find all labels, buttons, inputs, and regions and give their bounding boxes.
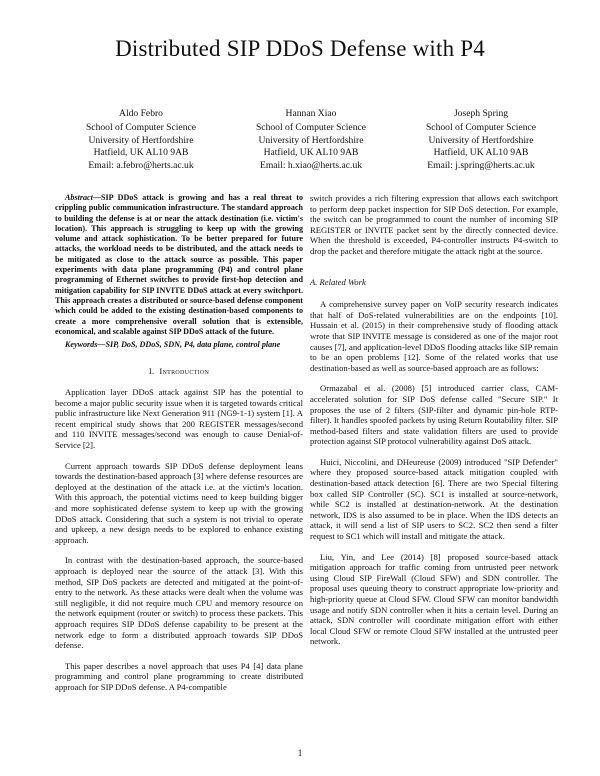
paragraph: Current approach towards SIP DDoS defense deployment leans towards the destination-based approach [3] where defense resources are deployed at the destination of the attack i.e. at the victim's location. With this approach, the potential victims need to keep building bigger and more sophisticated defense system to keep up with the growing DDoS attack. Considering that such a system is not trivial to operate and upkeep, a new design needs to be explored to enhance existing approach. xyxy=(55,460,303,545)
abstract xyxy=(55,193,303,337)
abstract-text: —SIP DDoS attack is growing and has a real threat to crippling public communication infrastructure. The standard approach to building the defense is at or near the attack destination (i.e. victim's location). This approach is struggling to keep up with the growing volume and attack sophistication. To be better prepared for future attacks, the workload needs to be distributed, and the attack needs to be mitigated as close to the attack source as possible. This paper experiments with data plane programming (P4) and control plane programming of Ethernet switches to provide first-hop detection and mitigation capability for SIP INVITE DDoS attack at every switchport. This approach creates a distributed or source-based defense component which could be added to the existing destination-based components to create a more comprehensive overall solution that is extensible, economical, and scalable against SIP DDoS attack of the future. xyxy=(55,193,303,336)
paragraph: This paper describes a novel approach that uses P4 [4] data plane programming and control plane programming to create distributed approach for SIP DDoS defense. A P4-compatible xyxy=(55,660,303,692)
author-city: Hatfield, UK AL10 9AB xyxy=(433,147,529,159)
author-3 xyxy=(396,108,566,172)
author-1 xyxy=(56,108,226,172)
author-university: University of Hertfordshire xyxy=(88,134,194,146)
author-email: Email: a.febro@herts.ac.uk xyxy=(88,159,194,171)
author-name: Aldo Febro xyxy=(119,108,163,119)
author-university: University of Hertfordshire xyxy=(428,134,534,146)
author-university: University of Hertfordshire xyxy=(258,134,364,146)
section-number: I. xyxy=(148,366,155,377)
paragraph: In contrast with the destination-based approach, the source-based approach is deployed near the source of the attack [3]. With this method, SIP DoS packets are detected and mitigated at the point-of-entry to the network. As these attacks were dealt when the volume was still negligible, it did not require much CPU and memory resource on the network equipment (router or switch) to process these packets. This approach requires SIP DDoS defense capability to be present at the network edge to form a distributed approach towards SIP DDoS defense. xyxy=(55,555,303,651)
author-department: School of Computer Science xyxy=(425,122,537,134)
page-number: 1 xyxy=(297,748,303,758)
keywords: Keywords—SIP, DoS, DDoS, SDN, P4, data plane, control plane xyxy=(65,340,281,350)
paragraph: Liu, Yin, and Lee (2014) [8] proposed source-based attack mitigation approach for traffic coming from untrusted peer network using Cloud SIP FireWall (Cloud SFW) and SDN controller. The proposal uses queuing theory to construct appropriate low-priority and high-priority queue at Cloud SFW. Cloud SFW can monitor bandwidth usage and notify SDN controller when it hits a certain level. During an attack, SDN controller will coordinate mitigation effort with either local Cloud SFW or remote Cloud SFW installed at the untrusted peer network. xyxy=(310,551,558,647)
paper-title: Distributed SIP DDoS Defense with P4 xyxy=(115,36,485,61)
author-2 xyxy=(226,108,396,172)
author-city: Hatfield, UK AL10 9AB xyxy=(263,147,359,159)
left-column xyxy=(55,193,303,702)
author-block xyxy=(56,108,566,172)
right-column xyxy=(310,193,558,657)
subsection-heading: A. Related Work xyxy=(310,276,366,287)
section-heading-introduction xyxy=(55,366,303,377)
author-department: School of Computer Science xyxy=(85,122,197,134)
paragraph-continued: switch provides a rich filtering expression that allows each switchport to perform deep packet inspection for SIP DoS detection. For example, the switch can be programmed to count the number of incoming SIP REGISTER or INVITE packet sent by the directly connected device. When the threshold is exceeded, P4-controller instructs P4-switch to drop the packet and therefore mitigate the attack right at the source. xyxy=(310,193,558,256)
paragraph: A comprehensive survey paper on VoIP security research indicates that half of DoS-related vulnerabilities are on the endpoints [10]. Hussain et al. (2015) in their comprehensive study of flooding attack wrote that SIP INVITE message is considered as one of the major root causes [7], and application-level DDoS flooding attacks like SIP remain to be an open problems [12]. Some of the related works that use destination-based as well as source-based approach are as follows: xyxy=(310,299,558,373)
author-name: Hannan Xiao xyxy=(285,108,337,119)
author-email: Email: j.spring@herts.ac.uk xyxy=(427,159,535,171)
author-department: School of Computer Science xyxy=(255,122,367,134)
abstract-lead: Abstract xyxy=(65,193,93,202)
paragraph: Huici, Niccolini, and DHeureuse (2009) introduced "SIP Defender" where they proposed source-based attack mitigation coupled with destination-based attack detection [6]. There are two Special filtering box called SIP Controller (SC). SC1 is installed at source-network, while SC2 is installed at destination-network. At the destination network, IDS is also assumed to be in place. When the IDS detects an attack, it will send a list of SIP users to SC2. SC2 then send a filter request to SC1 which will install and mitigate the attack. xyxy=(310,456,558,542)
author-email: Email: h.xiao@herts.ac.uk xyxy=(259,159,363,171)
author-city: Hatfield, UK AL10 9AB xyxy=(93,147,189,159)
paragraph: Ormazabal et al. (2008) [5] introduced carrier class, CAM-accelerated solution for SIP DoS defense called "Secure SIP." It proposes the use of 2 filters (SIP-filter and dynamic pin-hole RTP-filter). It handles spoofed packets by using Return Routability filter. SIP method-based filters and state validation filters are used to provide protection against SIP protocol vulnerability against DoS attack. xyxy=(310,383,558,447)
author-name: Joseph Spring xyxy=(453,108,509,119)
section-name: Introduction xyxy=(159,366,210,377)
paragraph: Application layer DDoS attack against SIP has the potential to become a major public security issue when it is targeted towards critical public infrastructure like Next Generation 911 (NG9-1-1) system [1]. A recent empirical study shows that 200 REGISTER messages/second and 110 INVITE messages/second was enough to cause Denial-of-Service [2]. xyxy=(55,387,303,451)
